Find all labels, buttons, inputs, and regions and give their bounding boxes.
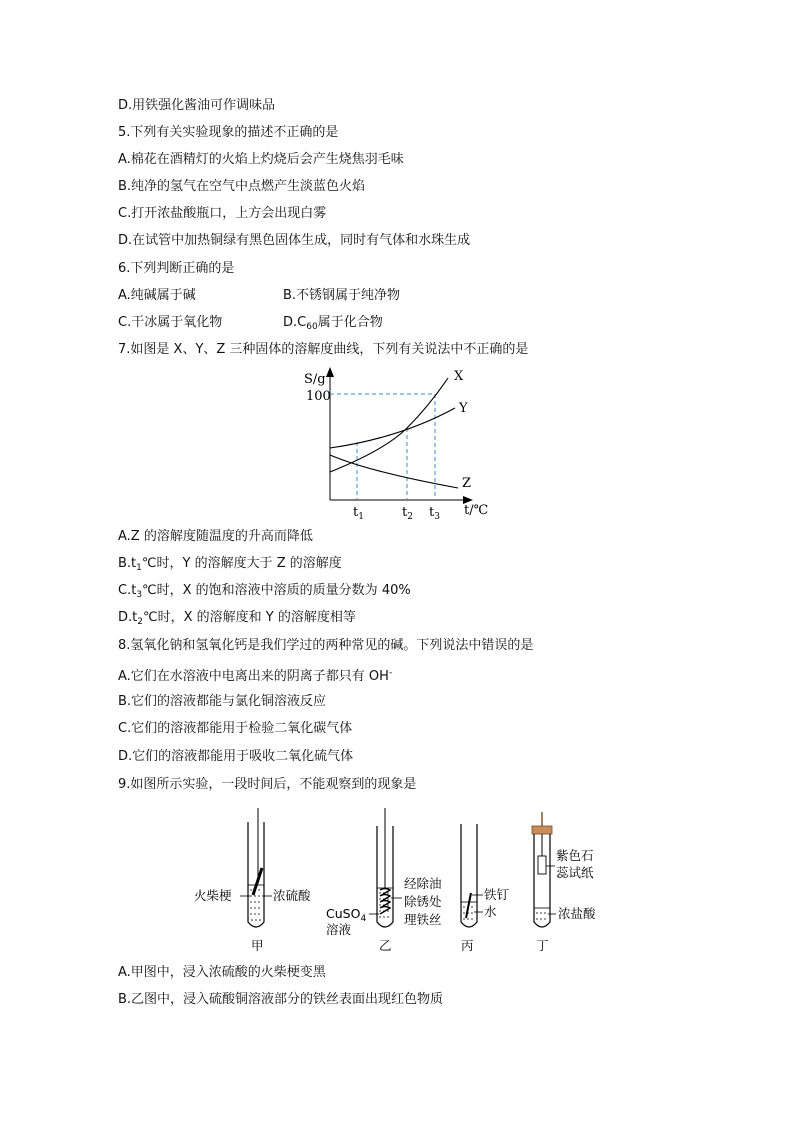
x-tick-t2: $t_2$ [402,505,413,522]
q7-option-c: $C.t_3℃$时，X 的饱和溶液中溶质的质量分数为 40% [118,583,411,600]
q9-option-b: B.乙图中，浸入硫酸铜溶液部分的铁丝表面出现红色物质 [118,992,444,1007]
q7-option-a: A.Z 的溶解度随温度的升高而降低 [118,529,313,544]
x-axis-label: t/℃ [464,503,489,518]
curve-x [330,378,448,472]
curve-y [330,408,455,448]
svg-text:溶液: 溶液 [326,922,352,937]
svg-text:水: 水 [484,904,497,919]
q8-option-c: C.它们的溶液都能用于检验二氧化碳气体 [118,721,353,736]
svg-text:乙: 乙 [379,938,392,953]
svg-text:火柴梗: 火柴梗 [194,888,232,903]
tube-ding [532,812,596,953]
q9-option-a: A.甲图中，浸入浓硫酸的火柴梗变黑 [118,965,326,980]
q6-option-d: $D.C_{60}$属于化合物 [283,315,383,332]
litmus-paper [538,856,546,874]
iron-nail [466,893,471,918]
solubility-chart [0,362,794,522]
q6-option-a: A.纯碱属于碱 [118,288,196,303]
q8-stem: 8.氢氧化钠和氢氧化钙是我们学过的两种常见的碱。下列说法中错误的是 [118,638,534,653]
tube-yi [326,808,442,953]
q5-stem: 5.下列有关实验现象的描述不正确的是 [118,125,339,140]
x-tick-t1: $t_1$ [353,505,364,522]
q8-option-d: D.它们的溶液都能用于吸收二氧化硫气体 [118,749,354,764]
svg-text:丁: 丁 [536,938,549,953]
svg-text:浓硫酸: 浓硫酸 [273,888,311,903]
q9-apparatus-figure [0,800,794,960]
svg-text:除锈处: 除锈处 [404,894,442,909]
y-axis-arrow [326,367,334,377]
q6-option-c: C.干冰属于氧化物 [118,315,223,330]
svg-text:甲: 甲 [251,938,264,953]
svg-text:理铁丝: 理铁丝 [404,912,442,927]
q6-stem: 6.下列判断正确的是 [118,261,235,276]
q9-stem: 9.如图所示实验，一段时间后，不能观察到的现象是 [118,777,417,792]
svg-text:经除油: 经除油 [404,876,442,891]
q7-stem: 7.如图是 X、Y、Z 三种固体的溶解度曲线，下列有关说法中不正确的是 [118,342,529,357]
svg-text:蕊试纸: 蕊试纸 [556,865,594,880]
y-axis-label: S/g [304,372,326,387]
series-label-z: Z [462,476,472,491]
q7-option-d: $D.t_2℃$时，X 的溶解度和 Y 的溶解度相等 [118,610,356,627]
y-tick-100: 100 [306,389,331,404]
tube-jia [194,808,311,953]
series-label-y: Y [459,401,468,416]
svg-text:浓盐酸: 浓盐酸 [558,906,596,921]
q8-option-b: B.它们的溶液都能与氯化铜溶液反应 [118,694,327,709]
q8-option-a: A.它们在水溶液中电离出来的阴离子都只有 OH- [118,668,393,684]
q4-option-d: D.用铁强化酱油可作调味品 [118,98,276,113]
q7-option-b: $B.t_1℃$时，Y 的溶解度大于 Z 的溶解度 [118,556,342,573]
q5-option-b: B.纯净的氢气在空气中点燃产生淡蓝色火焰 [118,179,366,194]
stopper [532,826,552,834]
q5-option-d: D.在试管中加热铜绿有黑色固体生成，同时有气体和水珠生成 [118,233,471,248]
svg-text:CuSO4: CuSO$_4$ [326,906,367,924]
x-tick-t3: $t_3$ [429,505,440,522]
series-label-x: X [454,369,464,384]
q5-option-c: C.打开浓盐酸瓶口，上方会出现白雾 [118,206,327,221]
svg-text:紫色石: 紫色石 [556,848,594,863]
q5-option-a: A.棉花在酒精灯的火焰上灼烧后会产生烧焦羽毛味 [118,152,404,167]
svg-text:丙: 丙 [461,938,474,953]
svg-text:铁钉: 铁钉 [484,887,510,902]
curve-z [330,455,458,488]
q6-option-b: B.不锈钢属于纯净物 [283,288,401,303]
tube-bing [461,824,510,953]
iron-wire-coil [380,889,390,915]
